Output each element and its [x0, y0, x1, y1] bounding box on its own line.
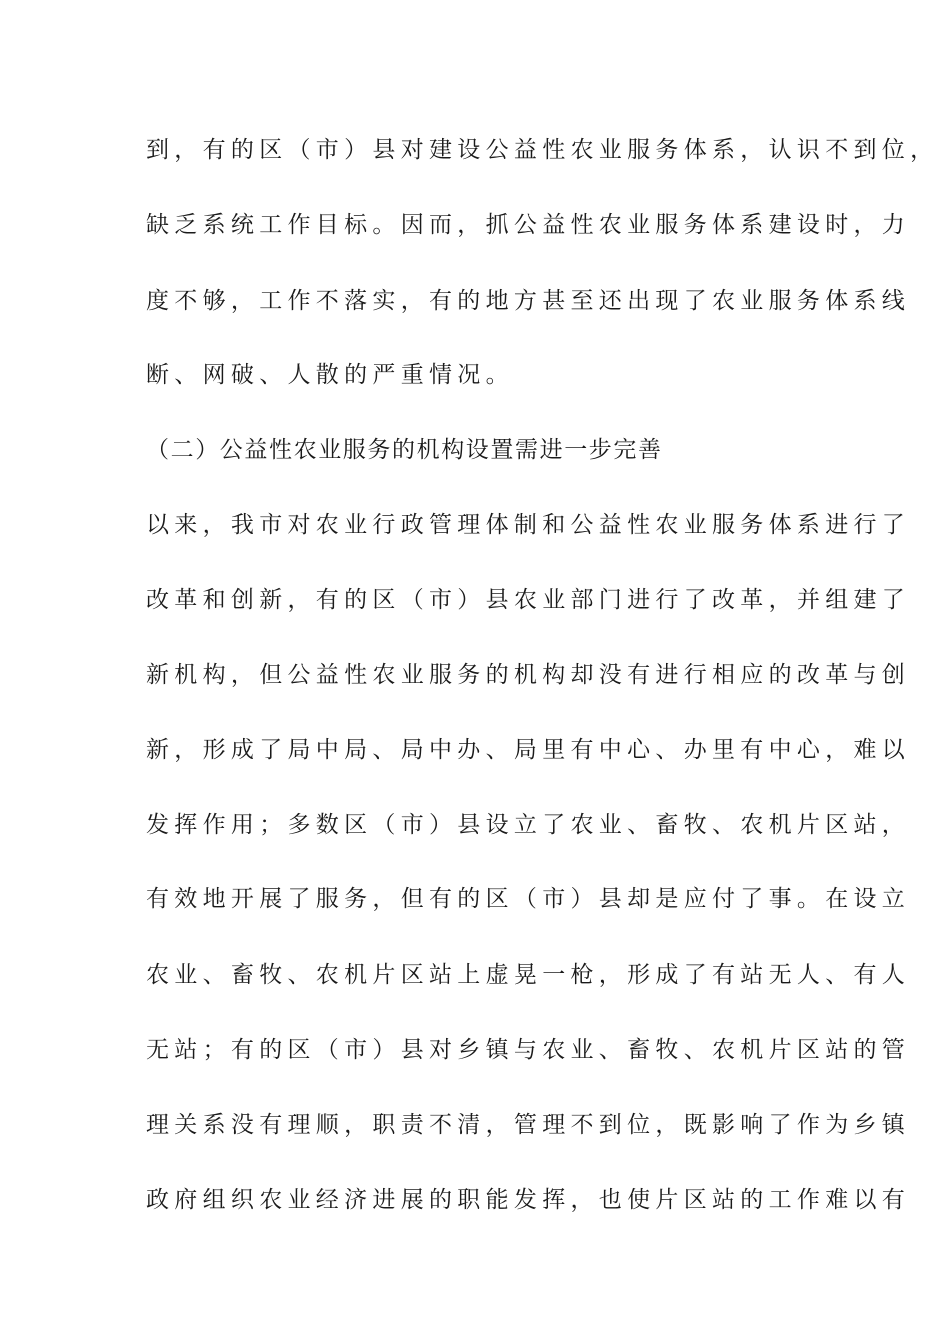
- body-text-line: 新，形成了局中局、局中办、局里有中心、办里有中心，难以: [146, 737, 911, 763]
- body-text-line: 新机构，但公益性农业服务的机构却没有进行相应的改革与创: [146, 662, 911, 688]
- body-text-line: 有效地开展了服务，但有的区（市）县却是应付了事。在设立: [146, 886, 911, 912]
- body-text-line: 改革和创新，有的区（市）县农业部门进行了改革，并组建了: [146, 587, 911, 613]
- body-text-line: 断、网破、人散的严重情况。: [146, 362, 514, 388]
- body-text-line: 到，有的区（市）县对建设公益性农业服务体系，认识不到位，: [146, 137, 939, 163]
- body-text-line: 无站；有的区（市）县对乡镇与农业、畜牧、农机片区站的管: [146, 1037, 911, 1063]
- section-heading: （二）公益性农业服务的机构设置需进一步完善: [146, 437, 663, 463]
- body-text-line: 政府组织农业经济进展的职能发挥，也使片区站的工作难以有: [146, 1187, 911, 1213]
- body-text-line: 发挥作用；多数区（市）县设立了农业、畜牧、农机片区站，: [146, 812, 911, 838]
- body-text-line: 理关系没有理顺，职责不清，管理不到位，既影响了作为乡镇: [146, 1112, 911, 1138]
- body-text-line: 农业、畜牧、农机片区站上虚晃一枪，形成了有站无人、有人: [146, 962, 911, 988]
- body-text-line: 度不够，工作不落实，有的地方甚至还出现了农业服务体系线: [146, 288, 911, 314]
- body-text-line: 以来，我市对农业行政管理体制和公益性农业服务体系进行了: [146, 512, 911, 538]
- body-text-line: 缺乏系统工作目标。因而，抓公益性农业服务体系建设时，力: [146, 212, 911, 238]
